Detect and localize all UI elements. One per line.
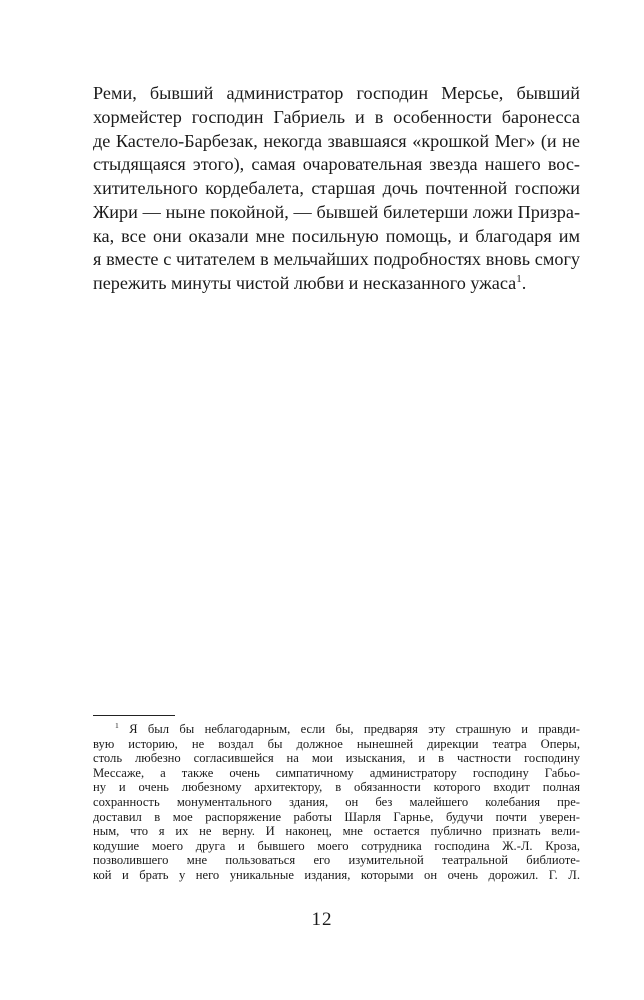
footnote (93, 722, 580, 883)
main-text (93, 82, 580, 296)
end-punctuation: . (521, 273, 527, 293)
footnote-line: доставил в мое распоряжение работы Шарля Гарнье, будучи почти уверен- (93, 809, 580, 824)
footnote-line: ным, что я их не верну. И наконец, мне остается публично признать вели- (93, 824, 580, 839)
text-line: хормейстер господин Габриель и в особенности баронесса (93, 106, 580, 127)
footnote-line: вую историю, не воздал бы должное нынешней дирекции театра Оперы, (93, 736, 580, 751)
footnote-line (93, 722, 580, 737)
page-number: 12 (311, 909, 333, 930)
footnote-line-text: Я был бы неблагодарным, если бы, предваряя эту страшную и правди- (129, 722, 580, 736)
text-line: Реми, бывший администратор господин Мерсье, бывший (93, 83, 580, 103)
footnote-line: сохранность монументального здания, он без малейшего колебания пре- (93, 794, 580, 809)
text-line: хитительного кордебалета, старшая дочь почтенной госпожи (93, 178, 580, 198)
footnote-line: Мессаже, а также очень симпатичному администратору господину Габьо- (93, 765, 580, 780)
text-line: я вместе с читателем в мельчайших подробностях вновь смогу (93, 249, 580, 270)
footnote-divider (93, 715, 175, 716)
text-line-last (93, 272, 580, 296)
footnote-reference[interactable]: 1 (516, 272, 522, 285)
text-line: стыдящаяся этого), самая очаровательная звезда нашего вос- (93, 154, 580, 175)
text-line: де Кастело-Барбезак, некогда звавшаяся «крошкой Мег» (и не (93, 130, 580, 151)
footnote-line: кой и брать у него уникальные издания, которыми он очень дорожил. Г. Л. (93, 867, 580, 882)
text-line: ка, все они оказали мне посильную помощь, и благодаря им (93, 225, 580, 246)
footnote-line: позволившего мне пользоваться его изумительной театральной библиоте- (93, 853, 580, 868)
text-line: пережить минуты чистой любви и несказанного ужаса (93, 273, 517, 293)
text-line: Жири — ныне покойной, — бывшей билетерши ложи Призра- (93, 201, 580, 222)
footnote-line: ну и очень любезному архитектору, в обязанности которого входит полная (93, 780, 580, 795)
footnote-line: кодушие моего друга и бывшего моего сотрудника господина Ж.-Л. Кроза, (93, 838, 580, 853)
footnote-line: столь любезно согласившейся на мои изыскания, и в частности господину (93, 751, 580, 766)
footnote-marker: 1 (115, 720, 119, 730)
